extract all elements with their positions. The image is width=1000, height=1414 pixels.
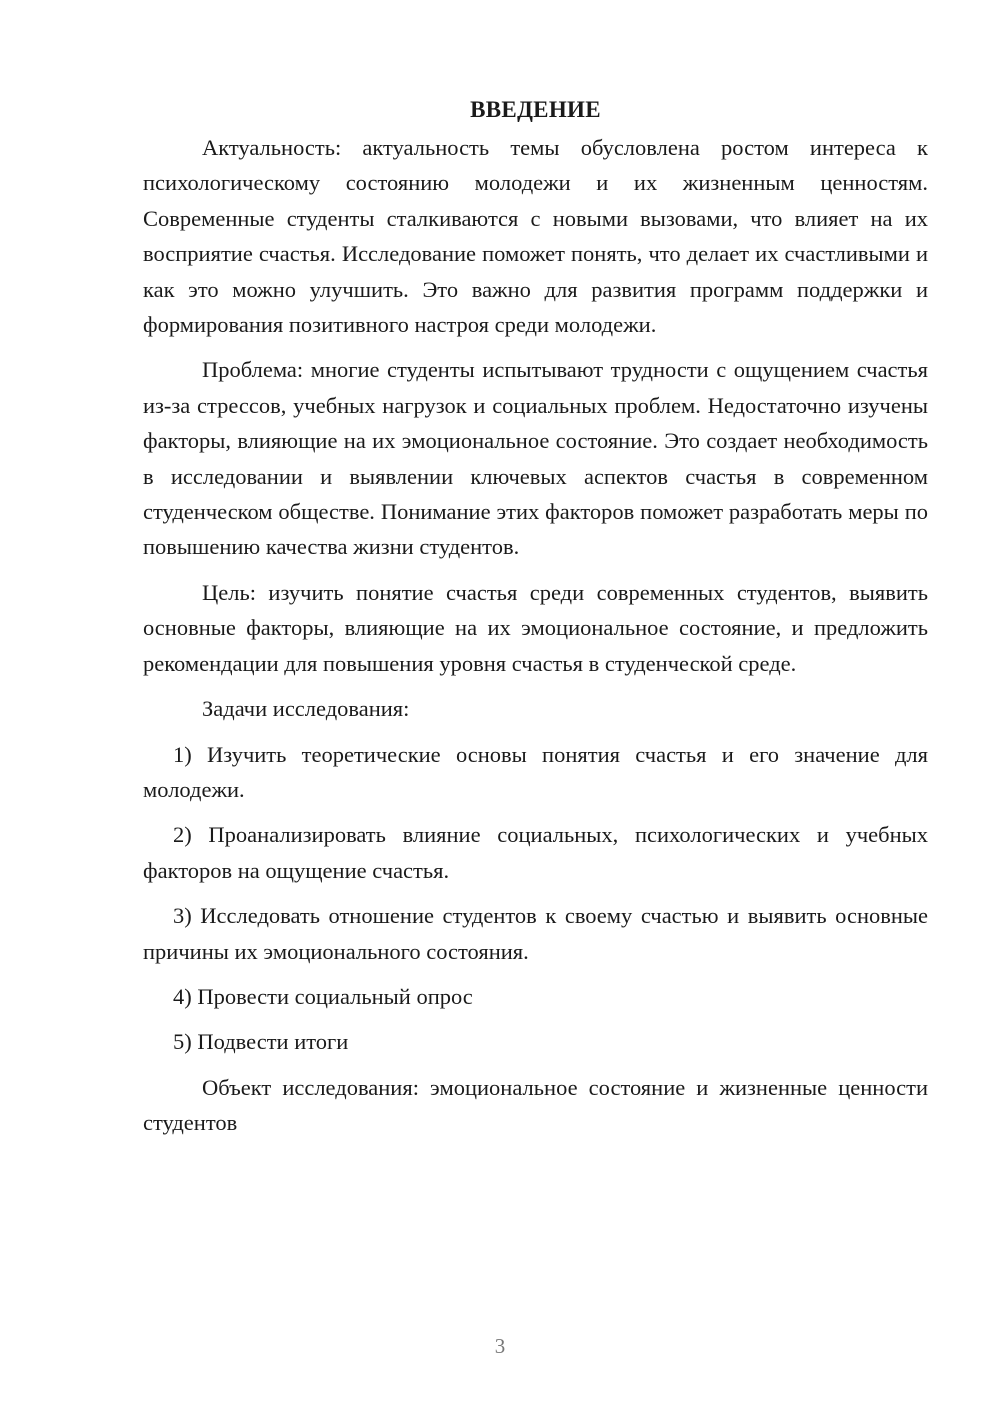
- paragraph-tasks-heading: Задачи исследования:: [202, 696, 410, 722]
- task-item-2: 2) Проанализировать влияние социальных, психологических и учебных факторов на ощущение счастья.: [143, 822, 928, 883]
- page-content: [143, 92, 928, 1141]
- paragraph-object: Объект исследования: эмоциональное состояние и жизненные ценности студентов: [143, 1074, 928, 1136]
- page-title: ВВЕДЕНИЕ: [470, 97, 601, 122]
- task-item-5: 5) Подвести итоги: [173, 1029, 349, 1055]
- page-number: 3: [494, 1334, 506, 1358]
- task-item-3: 3) Исследовать отношение студентов к своему счастью и выявить основные причины их эмоционального состояния.: [143, 903, 928, 964]
- paragraph-problem: Проблема: многие студенты испытывают трудности с ощущением счастья из-за стрессов, учебных нагрузок и социальных проблем. Недостаточно изучены факторы, влияющие на их эмоциональное состояние. Это создает необходимость в исследовании и выявлении ключевых аспектов счастья в современном студенческом обществе. Понимание этих факторов поможет разработать меры по повышению качества жизни студентов.: [143, 357, 928, 560]
- task-item-1: 1) Изучить теоретические основы понятия счастья и его значение для молодежи.: [143, 741, 928, 802]
- task-item-4: 4) Провести социальный опрос: [173, 983, 473, 1009]
- paragraph-goal: Цель: изучить понятие счастья среди современных студентов, выявить основные факторы, влияющие на их эмоциональное состояние, и предложить рекомендации для повышения уровня счастья в студенческой среде.: [143, 579, 928, 676]
- paragraph-relevance: Актуальность: актуальность темы обусловлена ростом интереса к психологическому состоянию молодежи и их жизненным ценностям. Современные студенты сталкиваются с новыми вызовами, что влияет на их восприятие счастья. Исследование поможет понять, что делает их счастливыми и как это можно улучшить. Это важно для развития программ поддержки и формирования позитивного настроя среди молодежи.: [143, 135, 928, 338]
